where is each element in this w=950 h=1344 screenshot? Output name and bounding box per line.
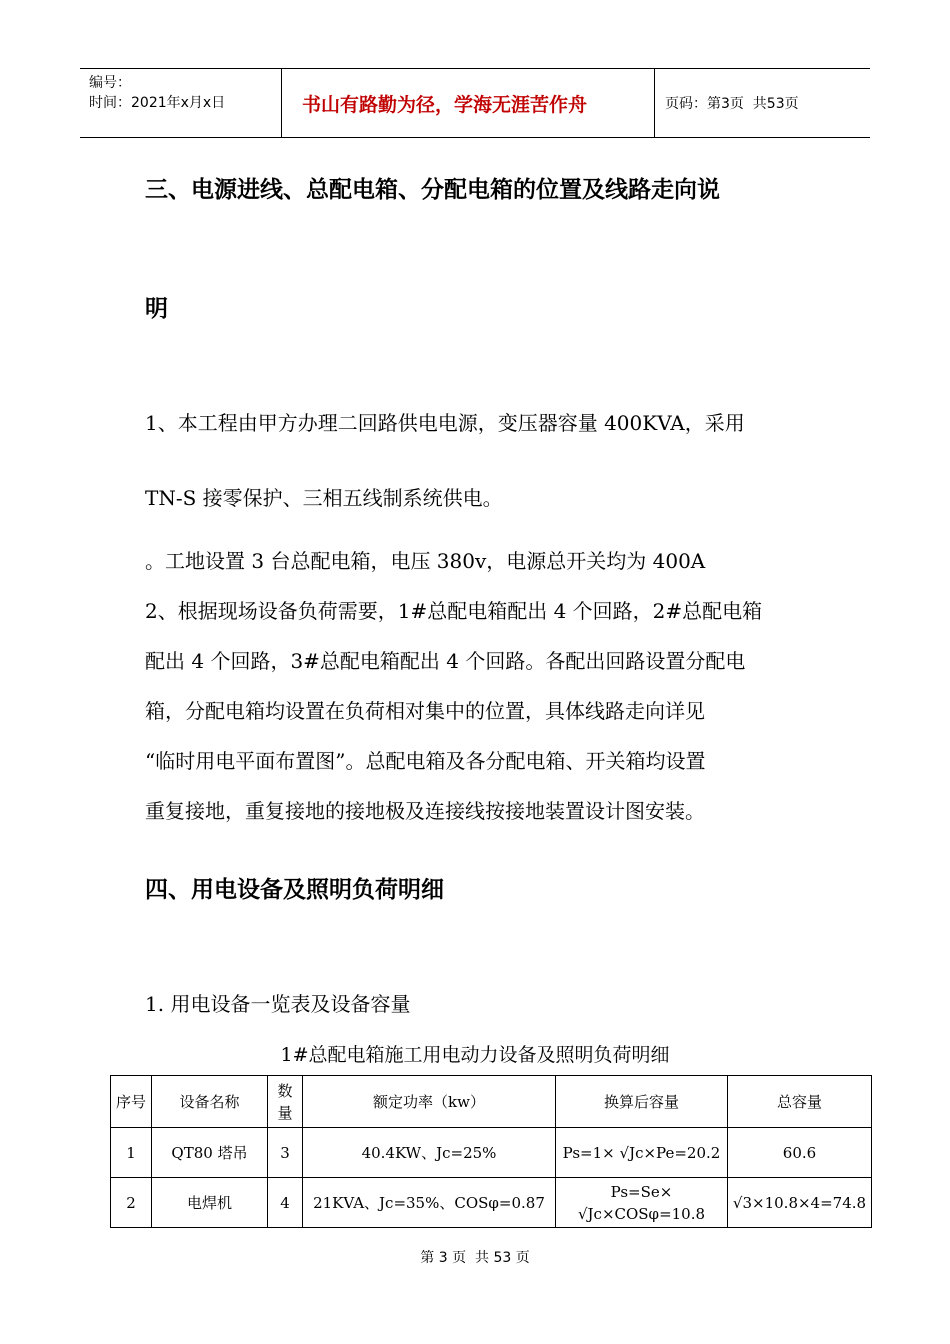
cell-converted: Ps=1× √Jc×Pe=20.2 bbox=[556, 1128, 728, 1178]
header-name: 设备名称 bbox=[152, 1076, 268, 1128]
table-caption: 1#总配电箱施工用电动力设备及照明负荷明细 bbox=[280, 1044, 670, 1066]
table-row bbox=[111, 1178, 872, 1228]
section3-p2-line3: 箱，分配电箱均设置在负荷相对集中的位置，具体线路走向详见 bbox=[145, 699, 705, 723]
cell-name: QT80 塔吊 bbox=[152, 1128, 268, 1178]
cell-seq: 1 bbox=[111, 1128, 152, 1178]
cell-name: 电焊机 bbox=[152, 1178, 268, 1228]
section3-title-line2: 明 bbox=[145, 296, 168, 322]
cell-total: 60.6 bbox=[728, 1128, 872, 1178]
cell-converted: Ps=Se× √Jc×COSφ=10.8 bbox=[556, 1178, 728, 1228]
footer-page-number: 第 3 页 共 53 页 bbox=[420, 1250, 530, 1266]
document-date-label: 时间：2021年x月x日 bbox=[89, 95, 226, 111]
section4-title: 四、用电设备及照明负荷明细 bbox=[145, 877, 444, 903]
header-page-info: 页码：第3页 共53页 bbox=[665, 96, 799, 112]
header-motto: 书山有路勤为径，学海无涯苦作舟 bbox=[302, 93, 588, 116]
cell-power: 21KVA、Jc=35%、COSφ=0.87 bbox=[303, 1178, 556, 1228]
cell-qty: 4 bbox=[268, 1178, 303, 1228]
load-table bbox=[110, 1075, 872, 1228]
table-header-row bbox=[111, 1076, 872, 1128]
section3-p2-line5: 重复接地，重复接地的接地极及连接线按接地装置设计图安装。 bbox=[145, 799, 705, 823]
section3-p2-line2: 配出 4 个回路，3#总配电箱配出 4 个回路。各配出回路设置分配电 bbox=[145, 649, 746, 673]
section3-p1-line1: 1、本工程由甲方办理二回路供电电源，变压器容量 400KVA，采用 bbox=[145, 411, 745, 435]
page-header bbox=[80, 68, 870, 138]
header-converted: 换算后容量 bbox=[556, 1076, 728, 1128]
header-seq: 序号 bbox=[111, 1076, 152, 1128]
section3-p2-line1: 2、根据现场设备负荷需要，1#总配电箱配出 4 个回路，2#总配电箱 bbox=[145, 599, 763, 623]
header-motto-cell bbox=[282, 69, 655, 137]
cell-total: √3×10.8×4=74.8 bbox=[728, 1178, 872, 1228]
section3-title-line1: 三、电源进线、总配电箱、分配电箱的位置及线路走向说 bbox=[145, 177, 720, 203]
section3-p2-line4: “临时用电平面布置图”。总配电箱及各分配电箱、开关箱均设置 bbox=[145, 749, 706, 773]
header-page-cell bbox=[655, 69, 870, 137]
cell-seq: 2 bbox=[111, 1178, 152, 1228]
header-power: 额定功率（kw） bbox=[303, 1076, 556, 1128]
header-total: 总容量 bbox=[728, 1076, 872, 1128]
table-row bbox=[111, 1128, 872, 1178]
section4-subtitle: 1. 用电设备一览表及设备容量 bbox=[145, 992, 411, 1016]
page-footer bbox=[0, 1247, 950, 1267]
header-qty: 数量 bbox=[268, 1076, 303, 1128]
header-meta bbox=[80, 69, 282, 137]
cell-qty: 3 bbox=[268, 1128, 303, 1178]
section3-p1-line2: TN-S 接零保护、三相五线制系统供电。 bbox=[145, 486, 503, 510]
section3-p1-line3: 。工地设置 3 台总配电箱，电压 380v，电源总开关均为 400A bbox=[145, 549, 706, 573]
document-number-label: 编号： bbox=[89, 75, 131, 91]
cell-power: 40.4KW、Jc=25% bbox=[303, 1128, 556, 1178]
